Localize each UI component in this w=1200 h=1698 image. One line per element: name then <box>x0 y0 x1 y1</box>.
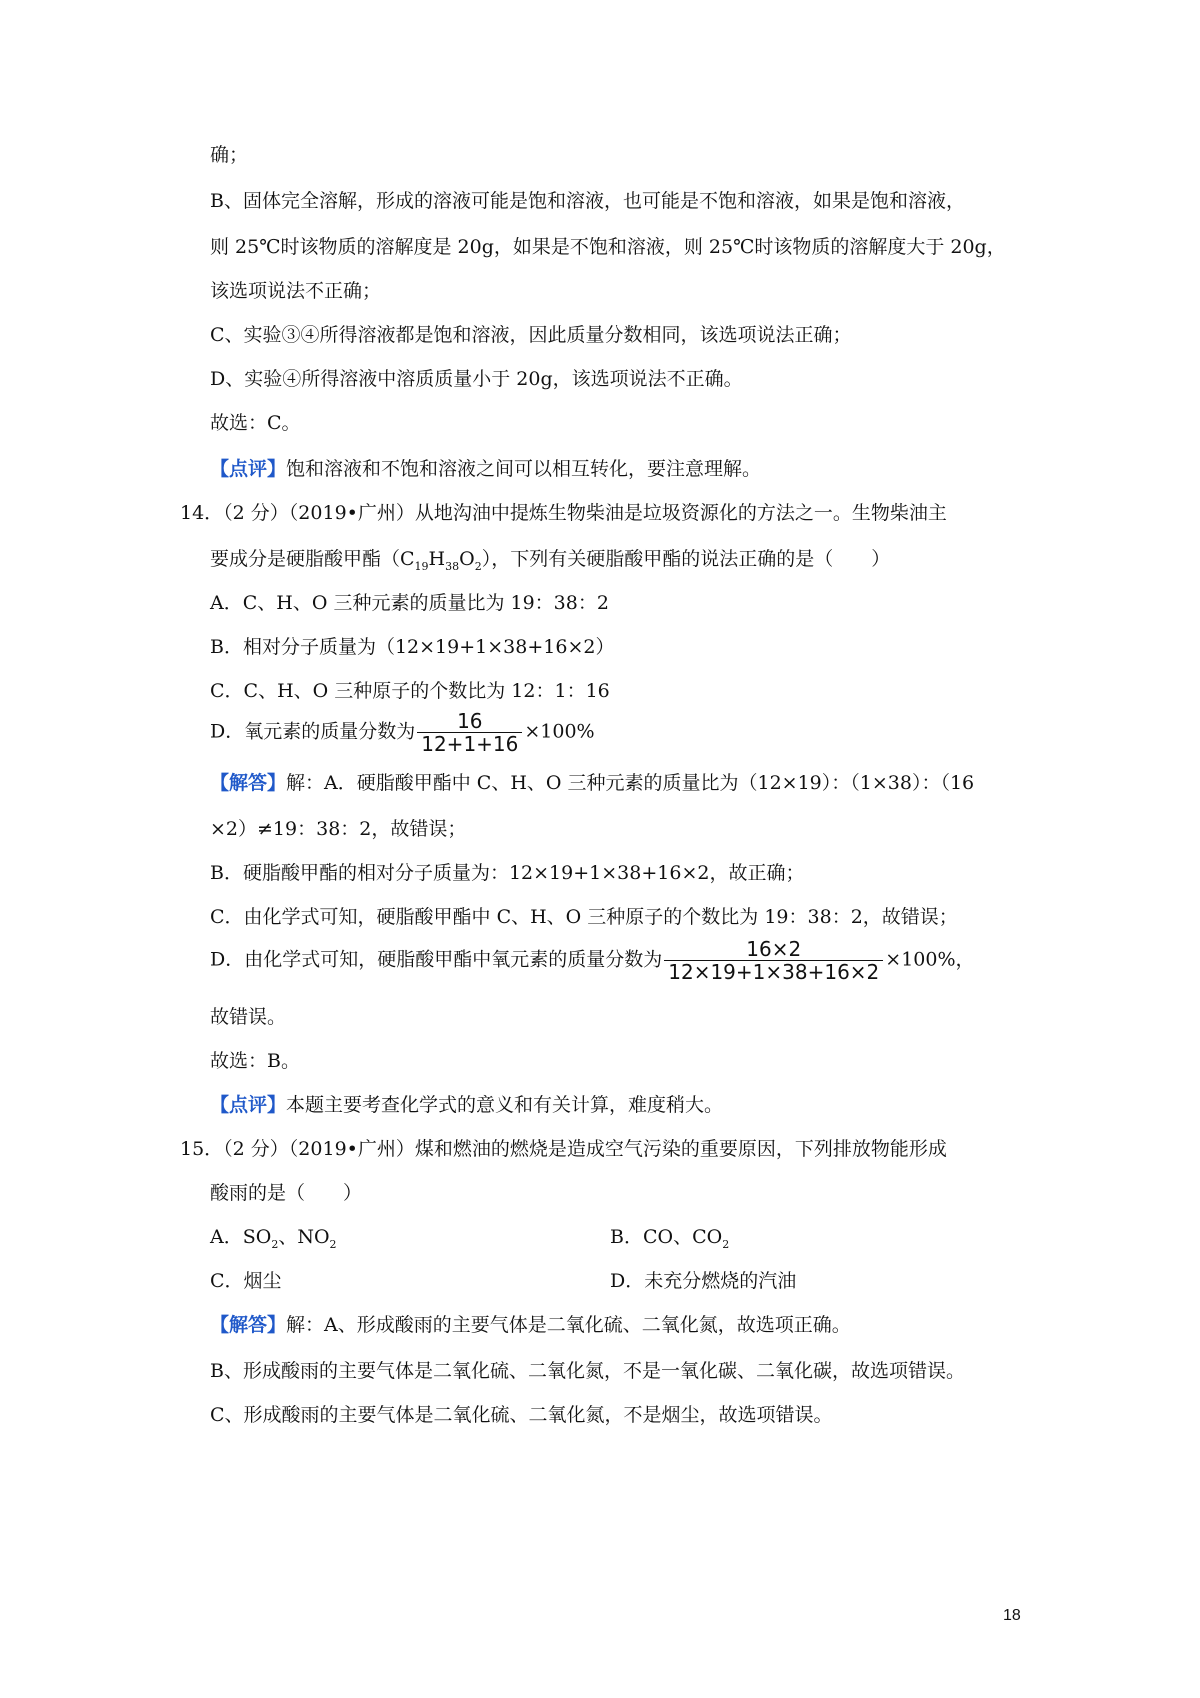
answer-text: 解：A．硬脂酸甲酯中 C、H、O 三种元素的质量比为（12×19）：（1×38）：（16 <box>286 772 975 794</box>
fraction-denominator: 12+1+16 <box>417 732 522 755</box>
comment-tag: 【点评】 <box>210 458 287 480</box>
answer-line <box>210 1312 851 1338</box>
fraction <box>417 710 522 755</box>
text-line: C．由化学式可知，硬脂酸甲酯中 C、H、O 三种原子的个数比为 19：38：2，故错误； <box>210 906 958 928</box>
fraction-numerator: 16×2 <box>746 937 802 961</box>
subscript: 19 <box>414 559 429 573</box>
text-line: 故选：B。 <box>210 1050 300 1072</box>
answer-text: 解：A、形成酸雨的主要气体是二氧化硫、二氧化氮，故选项正确。 <box>286 1314 851 1336</box>
subscript: 2 <box>474 559 482 573</box>
answer-tag: 【解答】 <box>210 772 287 794</box>
fraction-denominator: 12×19+1×38+16×2 <box>664 960 883 983</box>
option-c: C．烟尘 <box>210 1270 282 1292</box>
fraction <box>664 938 883 983</box>
comment-line <box>210 456 761 482</box>
page-number: 18 <box>1003 1607 1021 1624</box>
text-line: C、形成酸雨的主要气体是二氧化硫、二氧化氮，不是烟尘，故选项错误。 <box>210 1404 833 1426</box>
text-line: 故选：C。 <box>210 412 301 434</box>
text-line: 则 25℃时该物质的溶解度是 20g，如果是不饱和溶液，则 25℃时该物质的溶解度大于 20g， <box>210 236 1006 258</box>
subscript: 2 <box>329 1237 337 1251</box>
text-line: B、形成酸雨的主要气体是二氧化硫、二氧化氮，不是一氧化碳、二氧化碳，故选项错误。 <box>210 1360 965 1382</box>
stem-text: ），下列有关硬脂酸甲酯的说法正确的是（ ） <box>481 548 891 570</box>
text-line: C、实验③④所得溶液都是饱和溶液，因此质量分数相同，该选项说法正确； <box>210 324 852 346</box>
question-14-stem-cont <box>210 546 890 580</box>
option-b <box>610 1224 729 1258</box>
option-a <box>210 1226 337 1251</box>
option-c: C．C、H、O 三种原子的个数比为 12：1：16 <box>210 680 610 702</box>
text-line: B．硬脂酸甲酯的相对分子质量为：12×19+1×38+16×2，故正确； <box>210 862 805 884</box>
option-a: A．C、H、O 三种元素的质量比为 19：38：2 <box>210 592 609 614</box>
comment-tag: 【点评】 <box>210 1094 287 1116</box>
comment-text: 本题主要考查化学式的意义和有关计算，难度稍大。 <box>286 1094 724 1116</box>
subscript: 2 <box>722 1237 730 1251</box>
answer-suffix: ×100%， <box>885 948 975 971</box>
answer-line <box>210 770 974 796</box>
answer-tag: 【解答】 <box>210 1314 287 1336</box>
answer-text: D．由化学式可知，硬脂酸甲酯中氧元素的质量分数为 <box>210 948 663 971</box>
option-d-suffix: ×100% <box>524 720 595 743</box>
text-line <box>210 938 975 983</box>
question-15-stem-cont: 酸雨的是（ ） <box>210 1182 363 1204</box>
question-14-stem: 14．（2 分）（2019•广州）从地沟油中提炼生物柴油是垃圾资源化的方法之一。生物柴油主 <box>180 502 947 524</box>
option-row <box>210 1268 797 1294</box>
question-15-stem: 15．（2 分）（2019•广州）煤和燃油的燃烧是造成空气污染的重要原因，下列排放物能形成 <box>180 1138 947 1160</box>
option-row <box>210 1224 730 1258</box>
text-line: 确； <box>210 144 249 166</box>
option-text: B．CO、CO <box>610 1226 723 1248</box>
text-line: 该选项说法不正确； <box>210 280 382 302</box>
subscript: 38 <box>445 559 460 573</box>
fraction-numerator: 16 <box>457 709 483 733</box>
comment-text: 饱和溶液和不饱和溶液之间可以相互转化，要注意理解。 <box>286 458 762 480</box>
option-b: B．相对分子质量为（12×19+1×38+16×2） <box>210 636 615 658</box>
text-line: 故错误。 <box>210 1006 287 1028</box>
option-text: 、NO <box>278 1226 330 1248</box>
comment-line <box>210 1092 723 1118</box>
option-text: A．SO <box>210 1226 272 1248</box>
subscript: 2 <box>271 1237 279 1251</box>
option-d-text: D．氧元素的质量分数为 <box>210 720 416 743</box>
formula-part: H <box>428 548 446 570</box>
text-line: ×2）≠19：38：2，故错误； <box>210 818 467 840</box>
text-line: B、固体完全溶解，形成的溶液可能是饱和溶液，也可能是不饱和溶液，如果是饱和溶液， <box>210 190 965 212</box>
text-line: D、实验④所得溶液中溶质质量小于 20g，该选项说法不正确。 <box>210 368 743 390</box>
stem-text: 要成分是硬脂酸甲酯（C <box>210 548 415 570</box>
option-d <box>210 710 595 755</box>
option-d: D．未充分燃烧的汽油 <box>610 1270 797 1292</box>
formula-part: O <box>459 548 475 570</box>
